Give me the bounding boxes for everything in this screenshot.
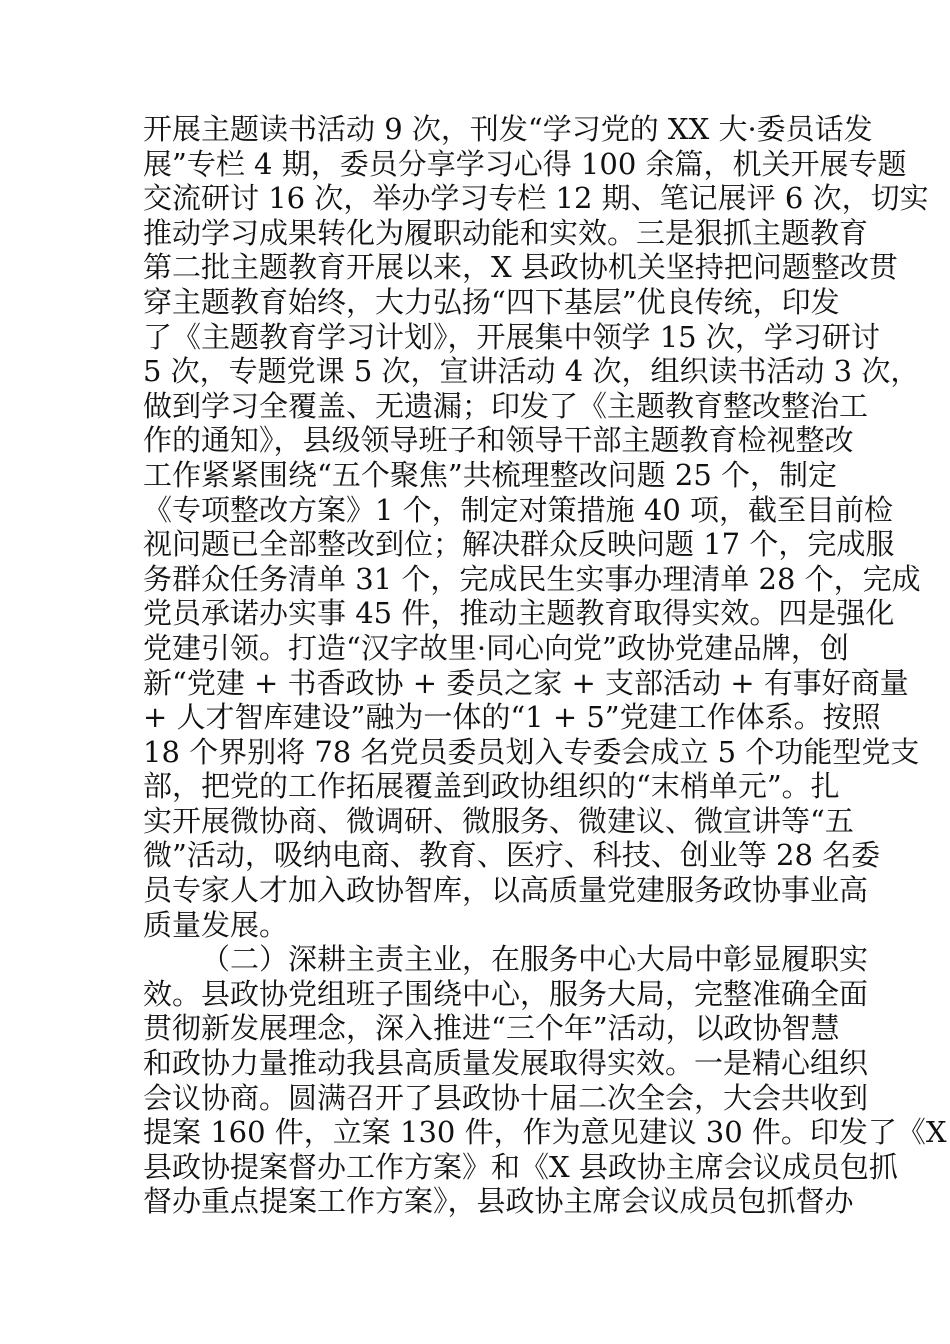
text-line: 新“党建 + 书香政协 + 委员之家 + 支部活动 + 有事好商量 xyxy=(143,665,909,700)
text-line: 微”活动，吸纳电商、教育、医疗、科技、创业等 28 名委 xyxy=(143,838,881,873)
text-line: 做到学习全覆盖、无遗漏；印发了《主题教育整改整治工 xyxy=(143,388,869,423)
text-line: 效。县政协党组班子围绕中心，服务大局，完整准确全面 xyxy=(143,976,869,1011)
text-line: 开展主题读书活动 9 次，刊发“学习党的 XX 大·委员话发 xyxy=(143,112,873,146)
text-line: 员专家人才加入政协智库，以高质量党建服务政协事业高 xyxy=(143,873,869,908)
text-line: 作的通知》，县级领导班子和领导干部主题教育检视整改 xyxy=(143,423,854,458)
text-line: 工作紧紧围绕“五个聚焦”共梳理整改问题 25 个，制定 xyxy=(143,457,837,492)
text-line: 质量发展。 xyxy=(143,907,289,942)
text-line: 交流研讨 16 次，举办学习专栏 12 期、笔记展评 6 次，切实 xyxy=(143,181,929,216)
text-line: 了《主题教育学习计划》，开展集中领学 15 次，学习研讨 xyxy=(143,319,880,354)
text-line: 第二批主题教育开展以来，X 县政协机关坚持把问题整改贯 xyxy=(143,250,898,285)
text-line: 贯彻新发展理念，深入推进“三个年”活动，以政协智慧 xyxy=(143,1011,840,1046)
text-line: 实开展微协商、微调研、微服务、微建议、微宣讲等“五 xyxy=(143,803,854,838)
text-line: 党建引领。打造“汉字故里·同心向党”政协党建品牌，创 xyxy=(143,630,849,665)
text-line: 展”专栏 4 期，委员分享学习心得 100 余篇，机关开展专题 xyxy=(143,146,907,181)
text-line: 务群众任务清单 31 个，完成民生实事办理清单 28 个，完成 xyxy=(143,561,921,596)
text-line: 5 次，专题党课 5 次，宣讲活动 4 次，组织读书活动 3 次， xyxy=(143,354,920,389)
text-line: 县政协提案督办工作方案》和《X 县政协主席会议成员包抓 xyxy=(143,1149,898,1184)
text-line: + 人才智库建设”融为一体的“1 + 5”党建工作体系。按照 xyxy=(143,700,881,735)
text-line: 部，把党的工作拓展覆盖到政协组织的“末梢单元”。扎 xyxy=(143,769,840,804)
text-line: 会议协商。圆满召开了县政协十届二次全会，大会共收到 xyxy=(143,1080,869,1115)
text-line: 督办重点提案工作方案》，县政协主席会议成员包抓督办 xyxy=(143,1184,854,1219)
text-line: 穿主题教育始终，大力弘扬“四下基层”优良传统，印发 xyxy=(143,284,840,319)
text-line: 推动学习成果转化为履职动能和实效。三是狠抓主题教育 xyxy=(143,215,869,250)
text-line: 视问题已全部整改到位；解决群众反映问题 17 个，完成服 xyxy=(143,527,895,562)
text-line: 提案 160 件，立案 130 件，作为意见建议 30 件。印发了《X xyxy=(143,1115,947,1150)
body-text xyxy=(143,112,947,1219)
text-line: 18 个界别将 78 名党员委员划入专委会成立 5 个功能型党支 xyxy=(143,734,920,769)
text-line: 和政协力量推动我县高质量发展取得实效。一是精心组织 xyxy=(143,1046,869,1081)
text-line: （二）深耕主责主业，在服务中心大局中彰显履职实 xyxy=(201,942,869,977)
text-line: 《专项整改方案》1 个，制定对策措施 40 项，截至目前检 xyxy=(143,492,894,527)
text-line: 党员承诺办实事 45 件，推动主题教育取得实效。四是强化 xyxy=(143,596,895,631)
